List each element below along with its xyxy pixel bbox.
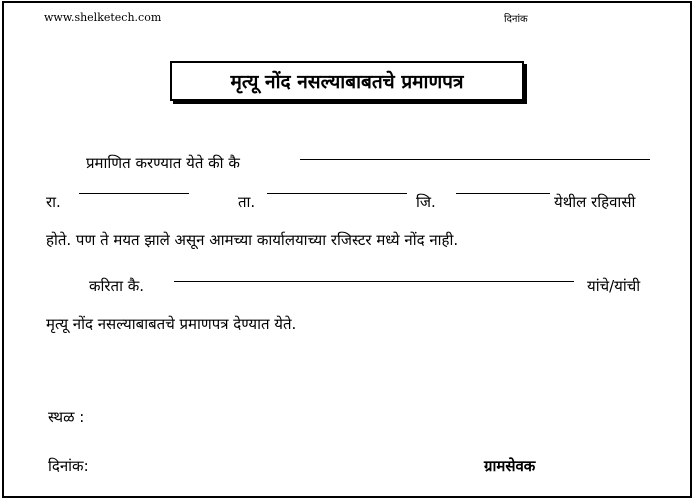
resident-text: येथील रहिवासी (554, 193, 636, 211)
place-label: स्थळ : (48, 408, 85, 426)
deceased-name-blank (300, 159, 650, 160)
gramsevak-signatory: ग्रामसेवक (484, 457, 536, 475)
certify-text: प्रमाणित करण्यात येते की कै (86, 154, 240, 172)
certificate-title (170, 61, 524, 101)
footer-date-label: दिनांक: (48, 457, 89, 475)
taluka-blank (267, 193, 407, 194)
karita-label: करिता कै. (89, 277, 145, 295)
certificate-page (2, 1, 692, 498)
certificate-title-text: मृत्यू नोंद नसल्याबाबतचे प्रमाणपत्र (230, 71, 464, 93)
website-url: www.shelketech.com (44, 11, 162, 24)
death-statement: होते. पण ते मयत झाले असून आमच्या कार्यालयाच्या रजिस्टर मध्ये नोंद नाही. (46, 231, 459, 249)
district-blank (456, 193, 550, 194)
header-date-label: दिनांक (504, 14, 528, 25)
relation-text: यांचे/यांची (587, 277, 641, 295)
district-label: जि. (416, 193, 436, 211)
village-label: रा. (46, 193, 61, 211)
applicant-name-blank (174, 281, 574, 282)
taluka-label: ता. (238, 193, 256, 211)
certificate-issue-statement: मृत्यू नोंद नसल्याबाबतचे प्रमाणपत्र देण्यात येते. (46, 315, 297, 333)
village-blank (79, 193, 189, 194)
